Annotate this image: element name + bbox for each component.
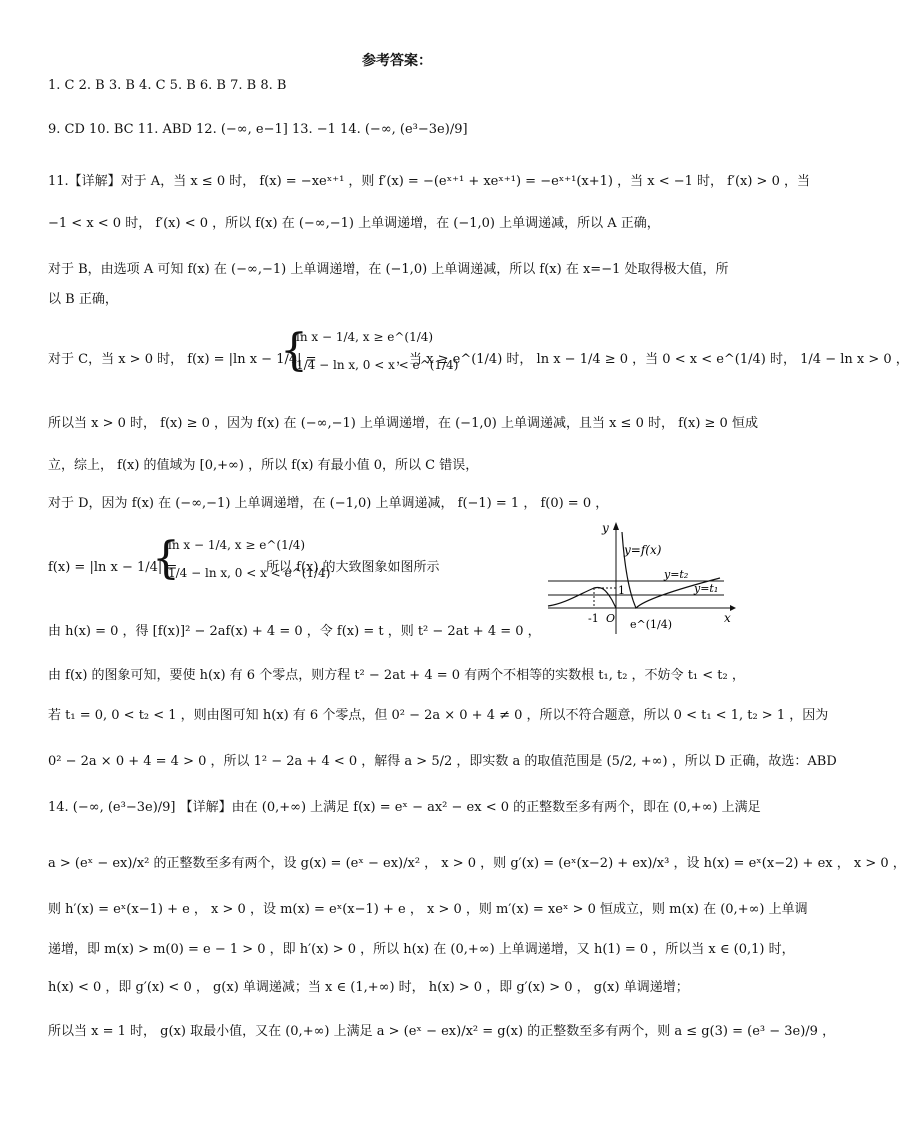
solution-11-line-11: 由 f(x) 的图象可知，要使 h(x) 有 6 个零点，则方程 t² − 2at + 4 = 0 有两个不相等的实数根 t₁, t₂ ，不妨令 t₁ < t₂ ， — [48, 668, 745, 683]
origin-label: O — [606, 612, 616, 625]
solution-11-c-lead: 对于 C，当 x > 0 时， f(x) = |ln x − 1/4| = — [48, 352, 317, 367]
piecewise-block-c — [280, 325, 459, 386]
solution-14-line-1: 14. (−∞, (e³−3e)/9] 【详解】由在 (0,+∞) 上满足 f(x) = eˣ − ax² − ex < 0 的正整数至多有两个，即在 (0,+∞) 上满足 — [48, 800, 761, 815]
answers-row-2: 9. CD 10. BC 11. ABD 12. (−∞, e−1] 13. −1 14. (−∞, (e³−3e)/9] — [48, 122, 468, 137]
y-axis-arrow — [613, 522, 619, 530]
solution-14-line-6: 所以当 x = 1 时， g(x) 取最小值，又在 (0,+∞) 上满足 a > (eˣ − ex)/x² = g(x) 的正整数至多有两个，则 a ≤ g(3) = (e³ − 3e)/9 ， — [48, 1024, 836, 1039]
t1-label: y=t₁ — [694, 582, 719, 595]
solution-11-line-2: −1 < x < 0 时， f′(x) < 0 ，所以 f(x) 在 (−∞,−1) 上单调递增，在 (−1,0) 上单调递减，所以 A 正确， — [48, 216, 660, 231]
solution-11-line-7: 立，综上， f(x) 的值域为 [0,+∞) ，所以 f(x) 有最小值 0，所以 C 错误， — [48, 458, 479, 473]
curve-left — [548, 588, 616, 609]
solution-11-d-lead: f(x) = |ln x − 1/4| = — [48, 560, 178, 575]
solution-11-line-3: 对于 B，由选项 A 可知 f(x) 在 (−∞,−1) 上单调递增，在 (−1,0) 上单调递减，所以 f(x) 在 x=−1 处取得极大值，所 — [48, 262, 729, 277]
function-graph — [544, 520, 736, 638]
solution-11-line-4: 以 B 正确， — [48, 292, 118, 307]
solution-11-line-13: 0² − 2a × 0 + 4 = 4 > 0 ，所以 1² − 2a + 4 < 0 ，解得 a > 5/2 ，即实数 a 的取值范围是 (5/2, +∞) ，所以 D 正确，故选：ABD — [48, 754, 837, 769]
function-label: y=f(x) — [624, 543, 662, 557]
piecewise-case-1: ln x − 1/4, x ≥ e^(1/4) — [168, 538, 306, 552]
x-axis-arrow — [730, 605, 736, 611]
solution-11-line-1: 11.【详解】对于 A，当 x ≤ 0 时， f(x) = −xeˣ⁺¹ ，则 f′(x) = −(eˣ⁺¹ + xeˣ⁺¹) = −eˣ⁺¹(x+1) ，当 x < −1 时， f′(x) > 0 ，当 — [48, 174, 810, 189]
piecewise-case-2: 1/4 − ln x, 0 < x < e^(1/4) — [168, 566, 331, 580]
page-title: 参考答案： — [362, 53, 432, 69]
solution-11-d-tail: 所以 f(x) 的大致图象如图所示 — [266, 560, 440, 575]
solution-11-line-8: 对于 D，因为 f(x) 在 (−∞,−1) 上单调递增，在 (−1,0) 上单调递减， f(−1) = 1 ， f(0) = 0 ， — [48, 496, 609, 511]
solution-14-line-4: 递增，即 m(x) > m(0) = e − 1 > 0 ，即 h′(x) > 0 ，所以 h(x) 在 (0,+∞) 上单调递增，又 h(1) = 0 ，所以当 x ∈ (0,1) 时， — [48, 942, 795, 957]
solution-11-line-6: 所以当 x > 0 时， f(x) ≥ 0 ，因为 f(x) 在 (−∞,−1) 上单调递增，在 (−1,0) 上单调递减，且当 x ≤ 0 时， f(x) ≥ 0 恒成 — [48, 416, 758, 431]
solution-14-line-3: 则 h′(x) = eˣ(x−1) + e ， x > 0 ，设 m(x) = eˣ(x−1) + e ， x > 0 ，则 m′(x) = xeˣ > 0 恒成立，则 m(x) 在 (0,+∞) 上单调 — [48, 902, 808, 917]
solution-14-line-5: h(x) < 0 ，即 g′(x) < 0 ， g(x) 单调递减；当 x ∈ (1,+∞) 时， h(x) > 0 ，即 g′(x) > 0 ， g(x) 单调递增； — [48, 980, 689, 995]
answers-row-1: 1. C 2. B 3. B 4. C 5. B 6. B 7. B 8. B — [48, 78, 287, 93]
piecewise-block-d — [152, 533, 331, 594]
solution-11-line-12: 若 t₁ = 0, 0 < t₂ < 1 ，则由图可知 h(x) 有 6 个零点，但 0² − 2a × 0 + 4 ≠ 0 ，所以不符合题意，所以 0 < t₁ < 1, t₂ > 1 ，因为 — [48, 708, 829, 723]
piecewise-case-2: 1/4 − ln x, 0 < x < e^(1/4) — [296, 358, 459, 372]
solution-11-c-tail: ，当 x ≥ e^(1/4) 时， ln x − 1/4 ≥ 0 ，当 0 < x < e^(1/4) 时， 1/4 − ln x > 0 ， — [396, 352, 909, 367]
x-axis-label: x — [724, 611, 731, 625]
left-brace: { — [152, 533, 180, 584]
solution-14-line-2: a > (eˣ − ex)/x² 的正整数至多有两个，设 g(x) = (eˣ − ex)/x² ， x > 0 ，则 g′(x) = (eˣ(x−2) + ex)/x³ ，设 h(x) = eˣ(x−2) + ex ， x > 0 ， — [48, 856, 906, 871]
left-brace: { — [280, 325, 308, 376]
t2-label: y=t₂ — [664, 568, 689, 581]
y-axis-label: y — [602, 521, 609, 535]
piecewise-case-1: ln x − 1/4, x ≥ e^(1/4) — [296, 330, 434, 344]
e14-label: e^(1/4) — [630, 618, 673, 631]
one-label: 1 — [618, 584, 625, 597]
solution-11-line-10: 由 h(x) = 0 ，得 [f(x)]² − 2af(x) + 4 = 0 ，令 f(x) = t ，则 t² − 2at + 4 = 0 ， — [48, 624, 541, 639]
neg-one-label: -1 — [588, 612, 599, 625]
